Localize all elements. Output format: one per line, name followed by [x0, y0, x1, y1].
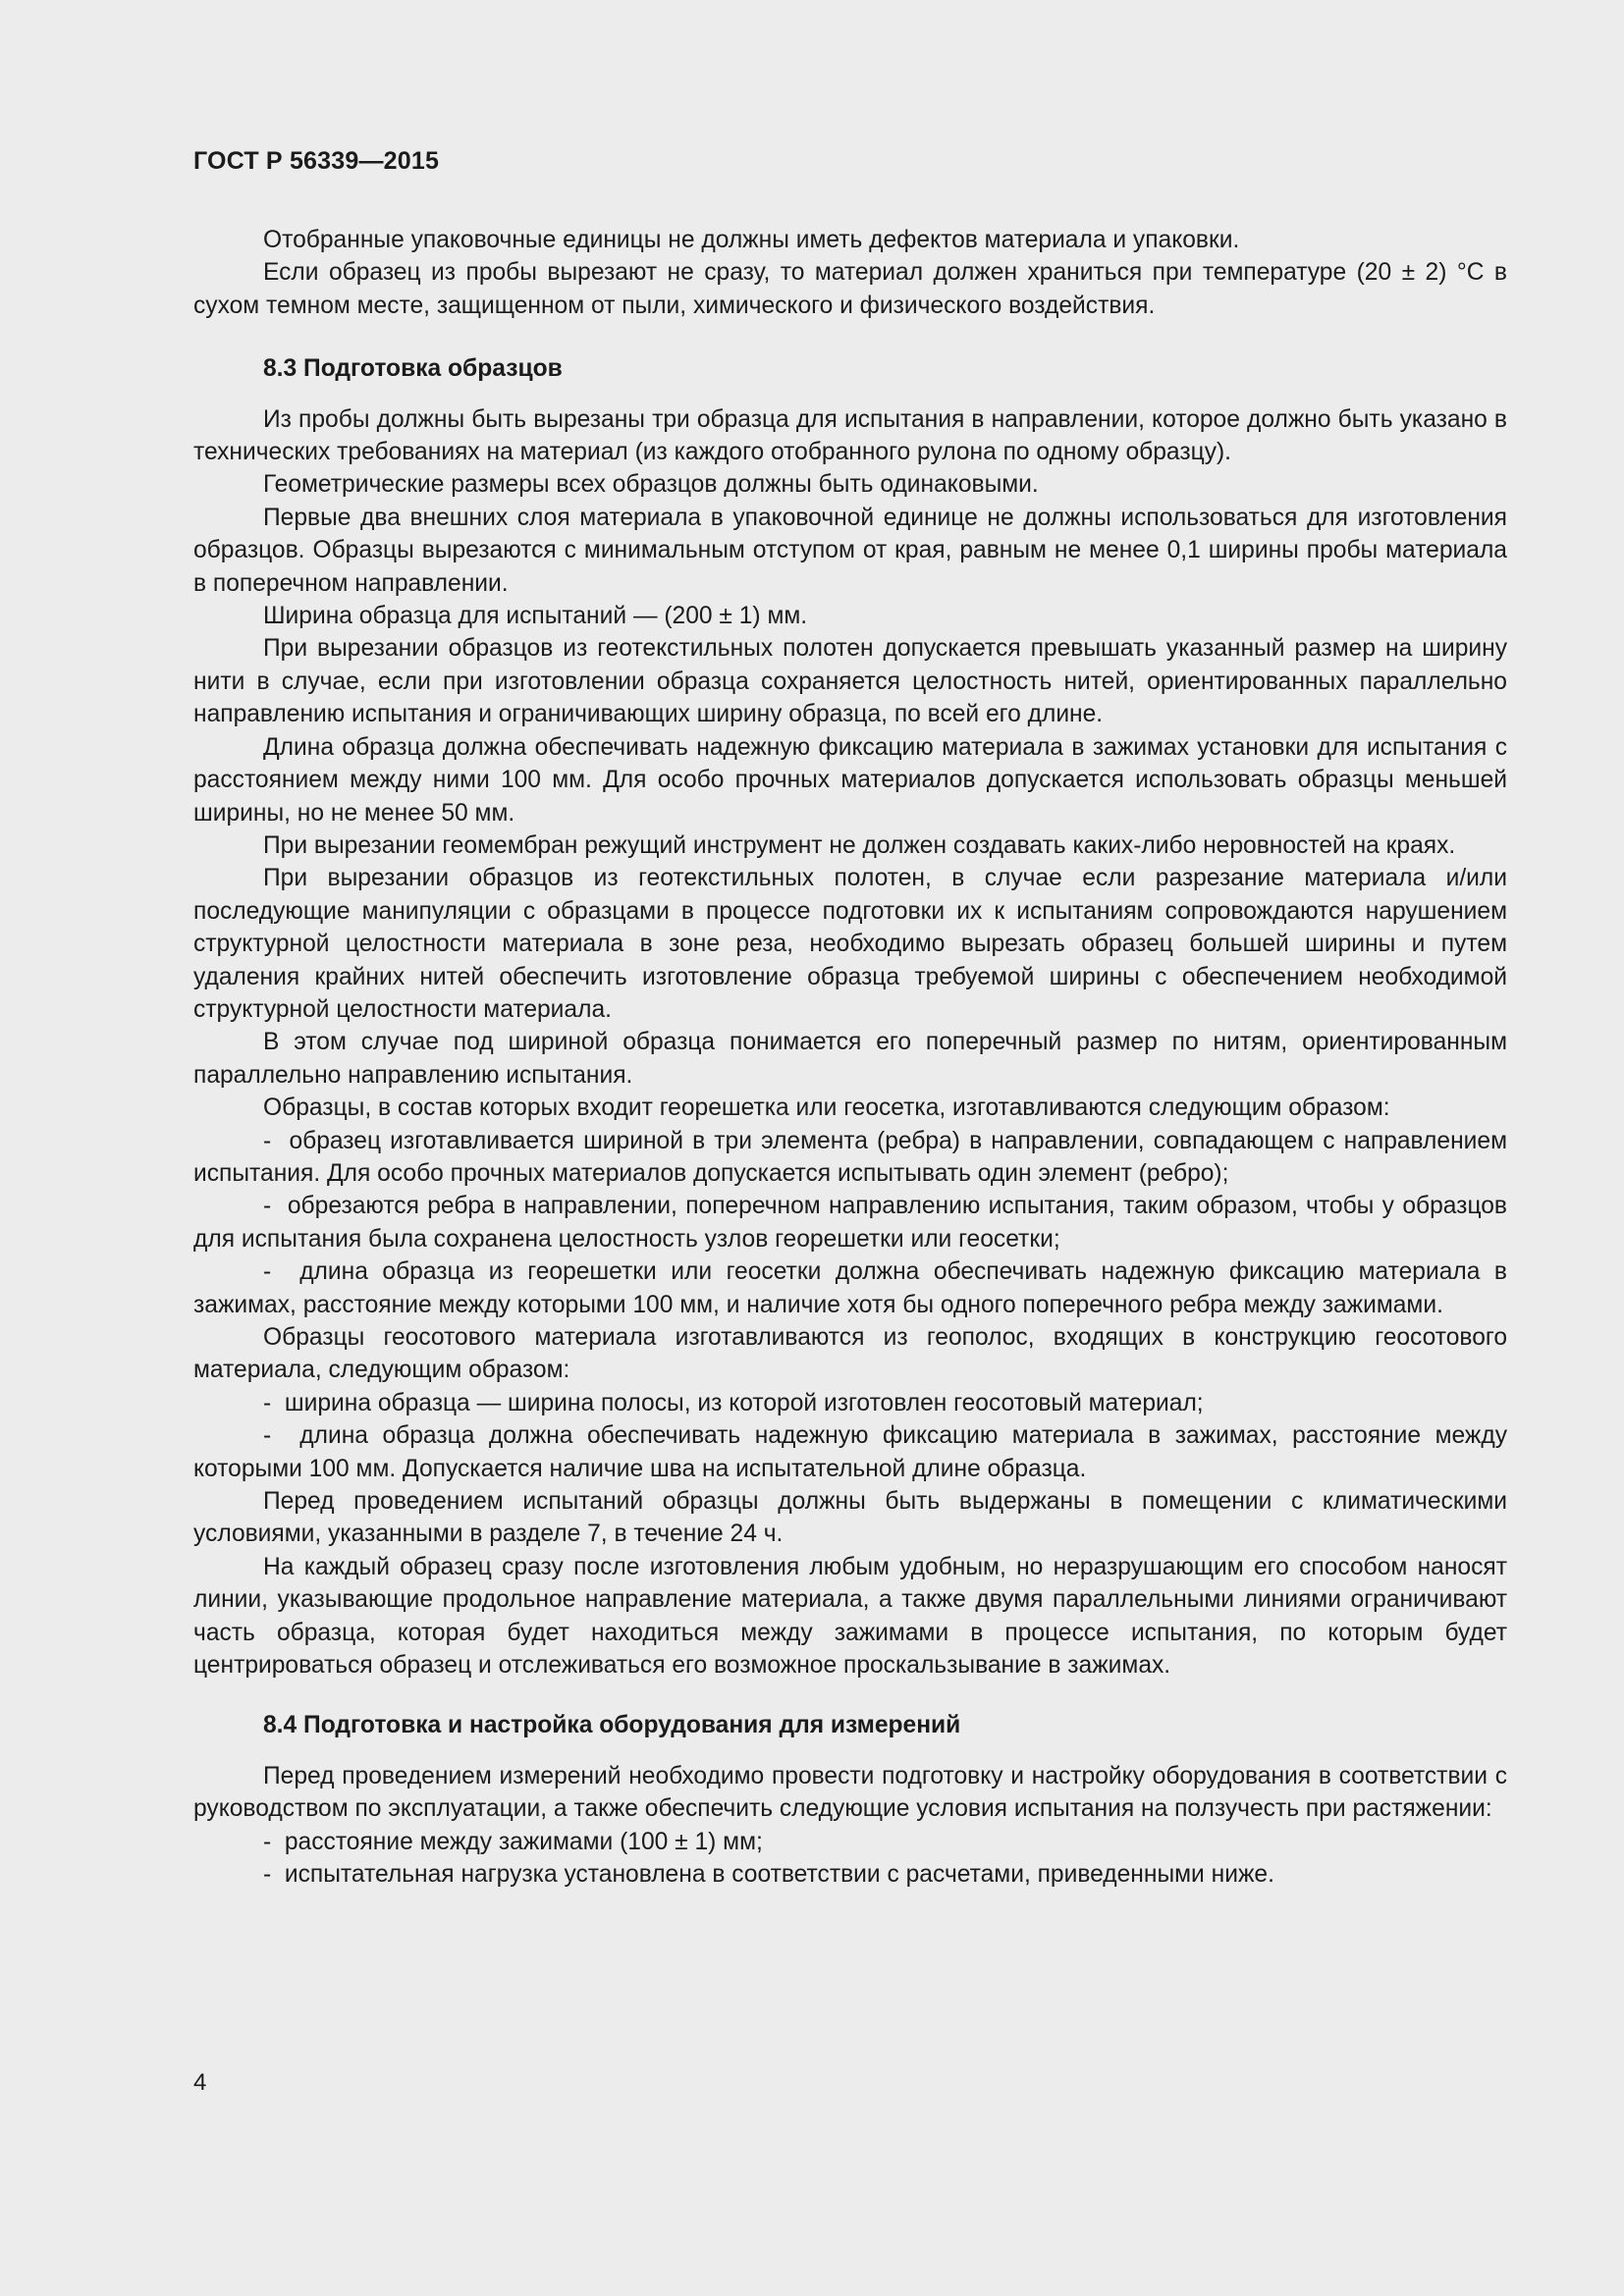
paragraph: Перед проведением измерений необходимо провести подготовку и настройку оборудования в соответствии с руководством по эксплуатации, а также обеспечить следующие условия испытания на ползучесть при растяжении:: [193, 1762, 1507, 1823]
list-item: [193, 1255, 1507, 1321]
paragraph: Образцы, в состав которых входит георешетка или геосетка, изготавливаются следующим образом:: [263, 1095, 1390, 1122]
list-item: [193, 1419, 1507, 1485]
list-marker: -: [263, 1193, 272, 1220]
paragraph: При вырезании геомембран режущий инструмент не должен создавать каких-либо неровностей на краях.: [263, 831, 1456, 859]
list-marker: -: [263, 1828, 272, 1855]
paragraph: Первые два внешних слоя материала в упаковочной единице не должны использоваться для изготовления образцов. Образцы вырезаются с минимальным отступом от края, равным не менее 0,1 ширины пробы материала в поперечном направлении.: [193, 504, 1507, 597]
section-title-8-4: 8.4 Подготовка и настройка оборудования для измерений: [263, 1712, 961, 1739]
list-item-text: образец изготавливается шириной в три элемента (ребра) в направлении, совпадающем с направлением испытания. Для особо прочных материалов допускается испытывать один элемент (ребро);: [193, 1127, 1507, 1187]
paragraph: Перед проведением испытаний образцы должны быть выдержаны в помещении с климатическими условиями, указанными в разделе 7, в течение 24 ч.: [193, 1488, 1507, 1548]
paragraph: В этом случае под шириной образца понимается его поперечный размер по нитям, ориентированным параллельно направлению испытания.: [193, 1029, 1507, 1089]
list-item: [193, 1826, 1507, 1858]
list-item-text: длина образца из георешетки или геосетки должна обеспечивать надежную фиксацию материала в зажимах, расстояние между которыми 100 мм, и наличие хотя бы одного поперечного ребра между зажимами.: [193, 1258, 1507, 1318]
list-item: [193, 1387, 1507, 1419]
paragraph: Из пробы должны быть вырезаны три образца для испытания в направлении, которое должно быть указано в технических требованиях на материал (из каждого отобранного рулона по одному образцу).: [193, 405, 1507, 466]
list-item-text: обрезаются ребра в направлении, поперечном направлению испытания, таким образом, чтобы у образцов для испытания была сохранена целостность узлов георешетки или геосетки;: [193, 1193, 1507, 1253]
list-item-text: испытательная нагрузка установлена в соответствии с расчетами, приведенными ниже.: [284, 1861, 1274, 1889]
paragraph: При вырезании образцов из геотекстильных полотен, в случае если разрезание материала и/или последующие манипуляции с образцами в процессе подготовки их к испытаниям сопровождаются нарушением структурной целостности материала в зоне реза, необходимо вырезать образец большей ширины и путем удаления крайних нитей обеспечить изготовление образца требуемой ширины с обеспечением необходимой структурной целостности материала.: [193, 865, 1507, 1023]
paragraph: Геометрические размеры всех образцов должны быть одинаковыми.: [263, 471, 1039, 499]
section-title-8-3: 8.3 Подготовка образцов: [263, 355, 563, 383]
page-number: 4: [193, 2069, 207, 2096]
list-marker: -: [263, 1861, 272, 1889]
document-header: ГОСТ Р 56339—2015: [193, 147, 440, 175]
list-item-text: расстояние между зажимами (100 ± 1) мм;: [284, 1828, 763, 1855]
paragraph: Длина образца должна обеспечивать надежную фиксацию материала в зажимах установки для испытания с расстоянием между ними 100 мм. Для особо прочных материалов допускается использовать образцы меньшей ширины, но не менее 50 мм.: [193, 733, 1507, 827]
intro-paragraph: Отобранные упаковочные единицы не должны иметь дефектов материала и упаковки.: [263, 227, 1240, 253]
list-item: [193, 1190, 1507, 1255]
list-marker: -: [263, 1422, 272, 1450]
list-marker: -: [263, 1127, 272, 1154]
list-item-text: ширина образца — ширина полосы, из которой изготовлен геосотовый материал;: [284, 1389, 1204, 1416]
paragraph: Образцы геосотового материала изготавливаются из геополос, входящих в конструкцию геосотового материала, следующим образом:: [193, 1324, 1507, 1384]
paragraph: Ширина образца для испытаний — (200 ± 1) мм.: [263, 603, 808, 630]
list-item: [193, 1858, 1507, 1891]
list-marker: -: [263, 1258, 272, 1286]
document-body: [193, 224, 1507, 1892]
list-item: [193, 1125, 1507, 1191]
intro-paragraph: Если образец из пробы вырезают не сразу, то материал должен храниться при температуре (20 ± 2) °С в сухом темном месте, защищенном от пыли, химического и физического воздействия.: [193, 259, 1507, 319]
list-marker: -: [263, 1389, 272, 1416]
paragraph: При вырезании образцов из геотекстильных полотен допускается превышать указанный размер на ширину нити в случае, если при изготовлении образца сохраняется целостность нитей, ориентированных параллельно направлению испытания и ограничивающих ширину образца, по всей его длине.: [193, 635, 1507, 728]
paragraph: На каждый образец сразу после изготовления любым удобным, но неразрушающим его способом наносят линии, указывающие продольное направление материала, а также двумя параллельными линиями ограничивают часть образца, которая будет находиться между зажимами в процессе испытания, по которым будет центрироваться образец и отслеживаться его возможное проскальзывание в зажимах.: [193, 1553, 1507, 1680]
list-item-text: длина образца должна обеспечивать надежную фиксацию материала в зажимах, расстояние между которыми 100 мм. Допускается наличие шва на испытательной длине образца.: [193, 1422, 1508, 1482]
